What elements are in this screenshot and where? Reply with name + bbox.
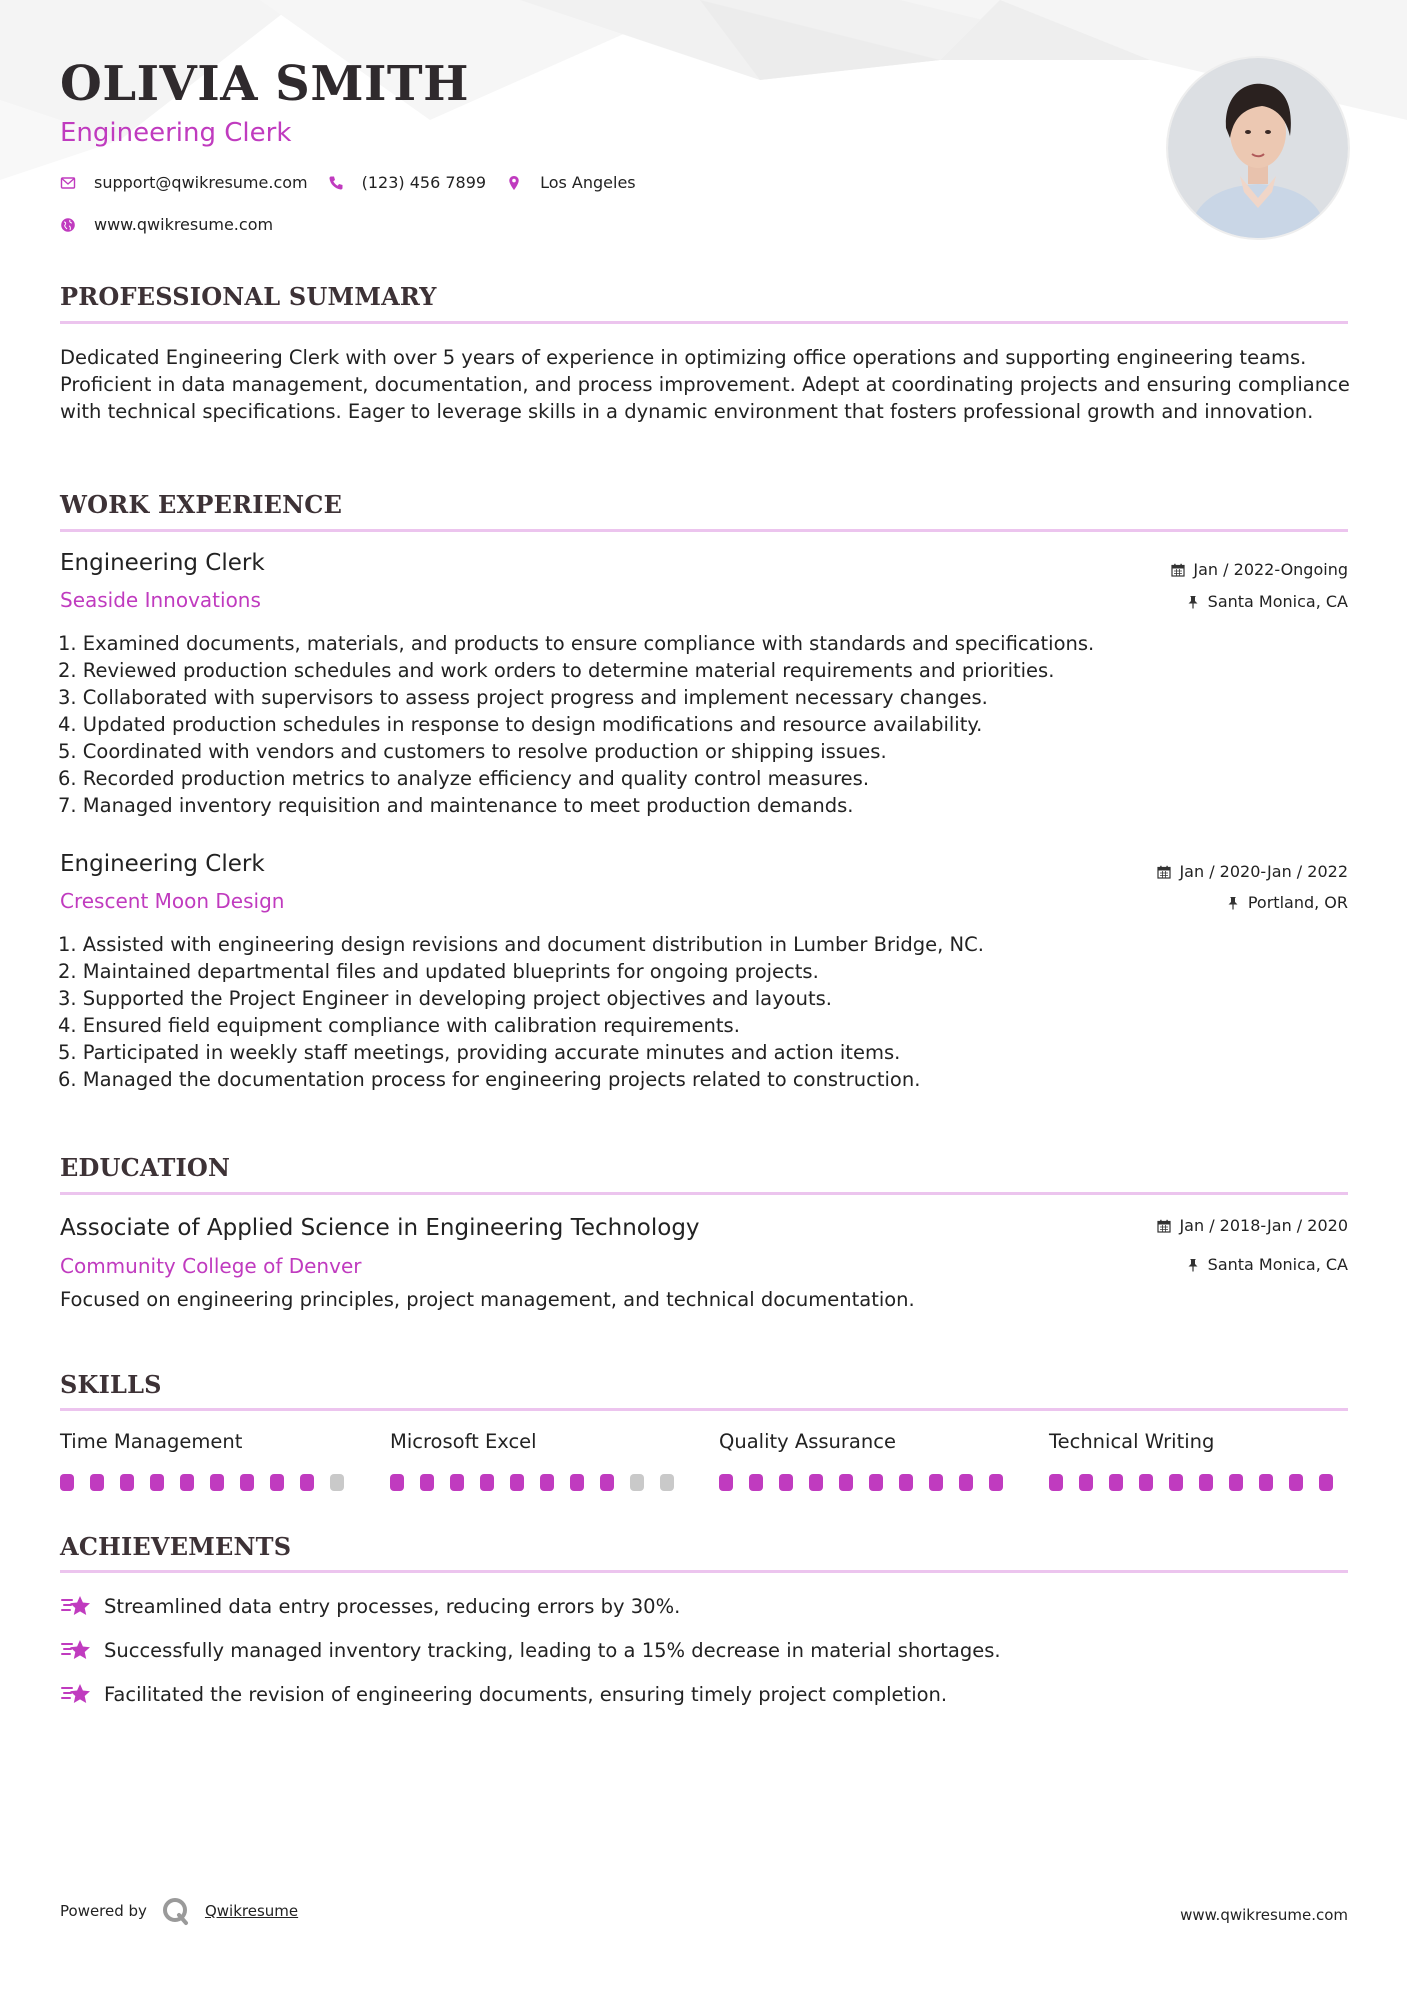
job-location-text: Santa Monica, CA: [1207, 592, 1348, 611]
section-divider: [60, 529, 1348, 532]
achievement-item: [60, 1680, 947, 1708]
skill-rating: [60, 1474, 360, 1491]
school-name: Community College of Denver: [60, 1254, 362, 1278]
skill-dot-filled: [989, 1474, 1003, 1491]
list-item: 4. Updated production schedules in response to design modifications and resource availability.: [58, 713, 983, 736]
job-bullet-list: [58, 931, 1348, 1093]
footer-powered-by: [60, 1896, 298, 1926]
job-dates-text: Jan / 2020-Jan / 2022: [1179, 862, 1348, 881]
skill-dot-filled: [420, 1474, 434, 1491]
summary-text: Dedicated Engineering Clerk with over 5 years of experience in optimizing office operations and supporting engineering teams. Proficient in data management, documentation, and process improvement. Adept at coordinating projects and ensuring compliance with technical specifications. Eager to leverage skills in a dynamic environment that fosters professional growth and innovation.: [60, 346, 1350, 423]
list-item: 7. Managed inventory requisition and maintenance to meet production demands.: [58, 794, 854, 817]
skill-dot-filled: [869, 1474, 883, 1491]
job-location: [1186, 592, 1348, 611]
job-dates-text: Jan / 2022-Ongoing: [1193, 560, 1348, 579]
list-item: 3. Supported the Project Engineer in developing project objectives and layouts.: [58, 987, 832, 1010]
skill-dot-empty: [330, 1474, 344, 1491]
shooting-star-icon: [60, 1636, 92, 1664]
skill-name: Technical Writing: [1049, 1430, 1215, 1453]
list-item: 5. Coordinated with vendors and customers to resolve production or shipping issues.: [58, 740, 887, 763]
degree-title: Associate of Applied Science in Engineering Technology: [60, 1215, 700, 1241]
calendar-icon: [1157, 1219, 1171, 1233]
skill-dot-filled: [270, 1474, 284, 1491]
achievement-item: [60, 1592, 680, 1620]
skill-dot-filled: [1139, 1474, 1153, 1491]
skill-dot-filled: [1109, 1474, 1123, 1491]
location-text: Los Angeles: [540, 173, 636, 192]
skill-dot-filled: [480, 1474, 494, 1491]
skill-dot-filled: [1289, 1474, 1303, 1491]
section-title-skills: SKILLS: [60, 1370, 162, 1399]
skill-dot-filled: [540, 1474, 554, 1491]
achievement-text: Streamlined data entry processes, reducing errors by 30%.: [104, 1594, 681, 1618]
skill-dot-filled: [240, 1474, 254, 1491]
skill-dot-filled: [600, 1474, 614, 1491]
achievement-item: [60, 1636, 1001, 1664]
skill-dot-filled: [90, 1474, 104, 1491]
education-location: [1186, 1255, 1348, 1274]
section-title-education: EDUCATION: [60, 1153, 231, 1182]
skill-rating: [1049, 1474, 1349, 1491]
job-location-text: Portland, OR: [1247, 893, 1348, 912]
phone-icon: [328, 175, 344, 191]
skill-item: [1049, 1430, 1349, 1491]
skill-dot-filled: [749, 1474, 763, 1491]
skill-dot-filled: [809, 1474, 823, 1491]
envelope-icon: [60, 175, 76, 191]
footer-website[interactable]: www.qwikresume.com: [1180, 1906, 1348, 1924]
skill-dot-filled: [60, 1474, 74, 1491]
skill-dot-filled: [210, 1474, 224, 1491]
phone-text: (123) 456 7899: [361, 173, 487, 192]
skill-dot-filled: [1169, 1474, 1183, 1491]
skill-dot-filled: [1259, 1474, 1273, 1491]
skill-dot-filled: [300, 1474, 314, 1491]
pushpin-icon: [1186, 1258, 1200, 1272]
job-title: Engineering Clerk: [60, 550, 265, 576]
list-item: 6. Recorded production metrics to analyze efficiency and quality control measures.: [58, 767, 870, 790]
globe-icon: [60, 217, 76, 233]
skill-dot-filled: [1319, 1474, 1333, 1491]
candidate-name: OLIVIA SMITH: [60, 56, 469, 112]
qwikresume-link[interactable]: Qwikresume: [204, 1902, 299, 1920]
skill-name: Microsoft Excel: [390, 1430, 537, 1453]
education-dates-text: Jan / 2018-Jan / 2020: [1179, 1216, 1348, 1235]
skill-item: [719, 1430, 1019, 1491]
skill-rating: [719, 1474, 1019, 1491]
education-dates: [1157, 1216, 1348, 1235]
calendar-icon: [1171, 563, 1185, 577]
section-title-achievements: ACHIEVEMENTS: [60, 1532, 292, 1561]
skill-dot-filled: [1199, 1474, 1213, 1491]
powered-by-label: Powered by: [60, 1902, 147, 1920]
skill-dot-filled: [390, 1474, 404, 1491]
skill-dot-filled: [899, 1474, 913, 1491]
skill-dot-empty: [660, 1474, 674, 1491]
calendar-icon: [1157, 865, 1171, 879]
location-contact: [506, 173, 636, 192]
website-contact[interactable]: [60, 215, 273, 234]
skill-dot-filled: [180, 1474, 194, 1491]
skill-dot-filled: [929, 1474, 943, 1491]
shooting-star-icon: [60, 1592, 92, 1620]
skill-dot-filled: [959, 1474, 973, 1491]
section-divider: [60, 321, 1348, 324]
job-title: Engineering Clerk: [60, 851, 265, 877]
skill-dot-empty: [630, 1474, 644, 1491]
pushpin-icon: [1226, 896, 1240, 910]
skill-name: Quality Assurance: [719, 1430, 896, 1453]
section-divider: [60, 1408, 1348, 1411]
skill-rating: [390, 1474, 690, 1491]
skill-dot-filled: [1229, 1474, 1243, 1491]
education-description: Focused on engineering principles, project management, and technical documentation.: [60, 1288, 915, 1311]
skill-dot-filled: [1079, 1474, 1093, 1491]
list-item: 2. Maintained departmental files and updated blueprints for ongoing projects.: [58, 960, 819, 983]
skill-dot-filled: [450, 1474, 464, 1491]
section-divider: [60, 1570, 1348, 1573]
section-title-summary: PROFESSIONAL SUMMARY: [60, 282, 437, 311]
skill-item: [60, 1430, 360, 1491]
skill-dot-filled: [779, 1474, 793, 1491]
map-pin-icon: [506, 175, 522, 191]
profile-photo: [1168, 58, 1348, 238]
skill-dot-filled: [1049, 1474, 1063, 1491]
job-company: Crescent Moon Design: [60, 889, 285, 913]
job-company: Seaside Innovations: [60, 588, 261, 612]
candidate-title: Engineering Clerk: [60, 118, 292, 148]
section-divider: [60, 1192, 1348, 1195]
job-location: [1226, 893, 1348, 912]
job-dates: [1171, 560, 1348, 579]
website-row: [60, 215, 293, 234]
shooting-star-icon: [60, 1680, 92, 1708]
achievement-text: Successfully managed inventory tracking, leading to a 15% decrease in material shortages.: [104, 1638, 1001, 1662]
achievement-text: Facilitated the revision of engineering documents, ensuring timely project completion.: [104, 1682, 948, 1706]
skill-dot-filled: [510, 1474, 524, 1491]
section-title-experience: WORK EXPERIENCE: [60, 490, 343, 519]
skill-dot-filled: [839, 1474, 853, 1491]
list-item: 6. Managed the documentation process for engineering projects related to construction.: [58, 1068, 921, 1091]
list-item: 1. Assisted with engineering design revisions and document distribution in Lumber Bridge, NC.: [58, 933, 984, 956]
list-item: 4. Ensured field equipment compliance with calibration requirements.: [58, 1014, 740, 1037]
list-item: 1. Examined documents, materials, and products to ensure compliance with standards and specifications.: [58, 632, 1095, 655]
pushpin-icon: [1186, 595, 1200, 609]
skill-dot-filled: [719, 1474, 733, 1491]
job-dates: [1157, 862, 1348, 881]
list-item: 3. Collaborated with supervisors to assess project progress and implement necessary changes.: [58, 686, 988, 709]
skill-name: Time Management: [60, 1430, 243, 1453]
email-text: support@qwikresume.com: [94, 173, 308, 192]
skill-dot-filled: [120, 1474, 134, 1491]
skill-dot-filled: [570, 1474, 584, 1491]
website-text: www.qwikresume.com: [94, 215, 274, 234]
skill-dot-filled: [150, 1474, 164, 1491]
education-location-text: Santa Monica, CA: [1207, 1255, 1348, 1274]
phone-contact[interactable]: [328, 173, 486, 192]
contact-row: [60, 173, 656, 192]
qwikresume-logo-icon: [161, 1896, 191, 1926]
skill-item: [390, 1430, 690, 1491]
list-item: 5. Participated in weekly staff meetings, providing accurate minutes and action items.: [58, 1041, 901, 1064]
email-contact[interactable]: [60, 173, 308, 192]
list-item: 2. Reviewed production schedules and work orders to determine material requirements and priorities.: [58, 659, 1055, 682]
job-bullet-list: [58, 630, 1348, 819]
